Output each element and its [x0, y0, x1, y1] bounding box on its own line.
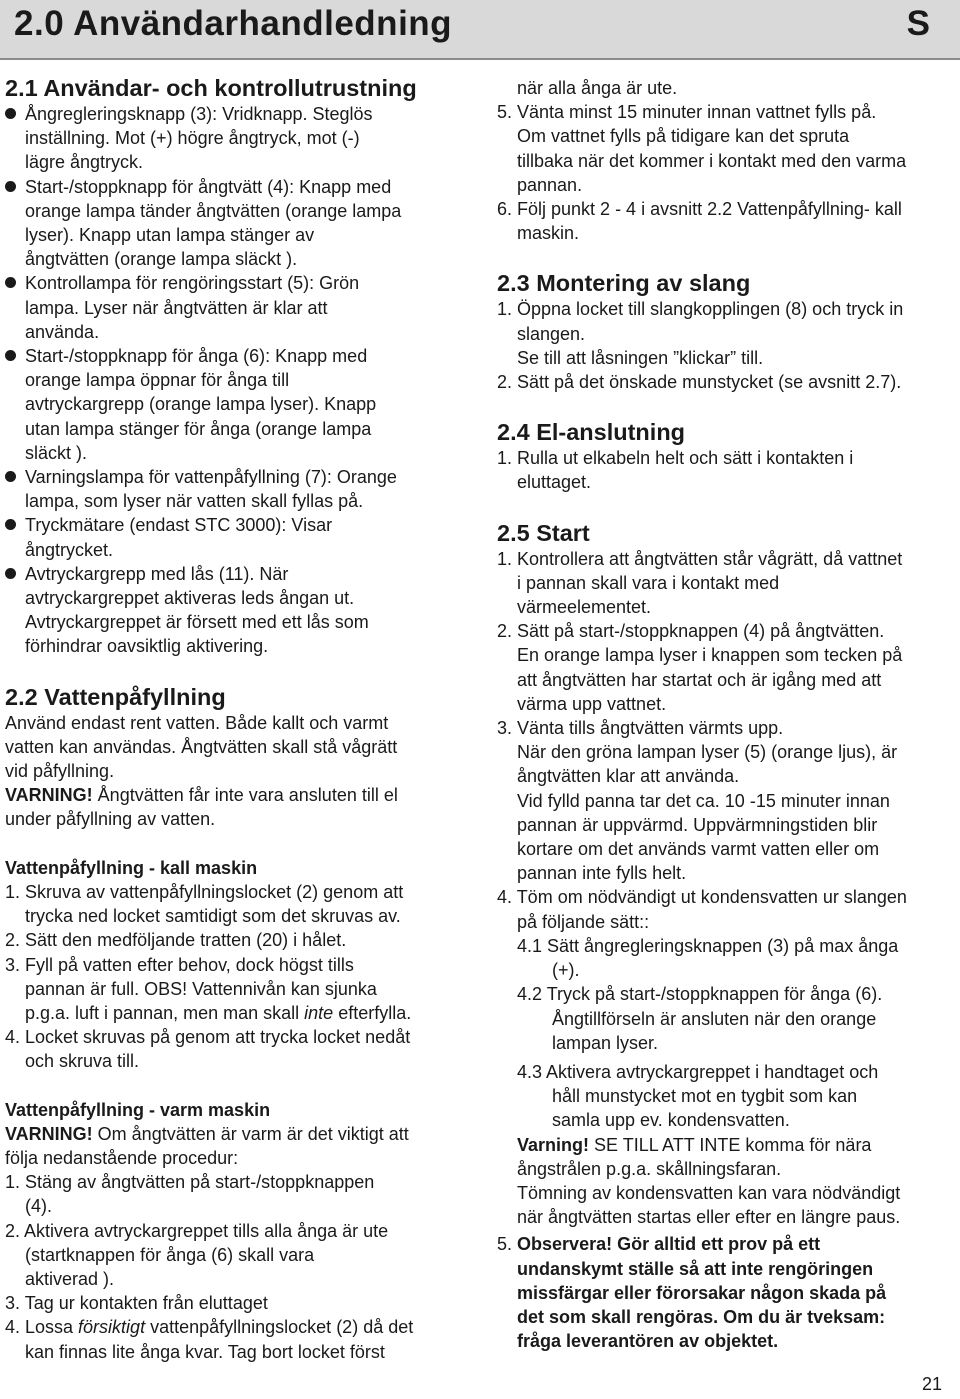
- text-line: lampa. Lyser när ångtvätten är klar att: [25, 297, 328, 318]
- text-line: 4. Lossa försiktigt vattenpåfyllningslocket (2) då det: [5, 1317, 414, 1338]
- text-line: förhindrar oavsiktlig aktivering.: [25, 636, 269, 657]
- text-line: följa nedanstående procedur:: [5, 1147, 239, 1168]
- warning-label: VARNING!: [5, 785, 93, 806]
- bullet-icon: [5, 108, 16, 119]
- text-line: kan finnas lite ånga kvar. Tag bort locket först: [25, 1341, 385, 1362]
- list-item: Ångregleringsknapp (3): Vridknapp. Steglös: [5, 102, 475, 126]
- text-line: 6. Följ punkt 2 - 4 i avsnitt 2.2 Vattenpåfyllning- kall: [497, 199, 902, 220]
- emphasis: försiktigt: [78, 1317, 146, 1338]
- list-item: Start-/stoppknapp för ångtvätt (4): Knapp med: [5, 175, 475, 199]
- text-line: kortare om det används varmt vatten eller om: [517, 839, 880, 860]
- text-line: avtryckargreppet aktiveras leds ångan ut.: [25, 588, 355, 609]
- list-item: Varningslampa för vattenpåfyllning (7): Orange: [5, 465, 475, 489]
- text-line: 5. Vänta minst 15 minuter innan vattnet fylls på.: [497, 102, 877, 123]
- text-line: och skruva till.: [25, 1051, 140, 1072]
- text-line: ångtvätten klar att använda.: [517, 766, 740, 787]
- text-line: när alla ånga är ute.: [517, 78, 678, 98]
- text-line: i pannan skall vara i kontakt med: [517, 572, 780, 593]
- text-line: (+).: [552, 960, 580, 981]
- text-line: Använd endast rent vatten. Både kallt och varmt: [5, 712, 389, 733]
- text-line: inställning. Mot (+) högre ångtryck, mot (-): [25, 128, 360, 149]
- text-line: (startknappen för ånga (6) skall vara: [25, 1244, 315, 1265]
- text-line: pannan är uppvärmd. Uppvärmningstiden blir: [517, 814, 878, 835]
- left-column: [5, 70, 475, 1364]
- text-line: under påfyllning av vatten.: [5, 809, 216, 830]
- text-line: samla upp ev. kondensvatten.: [552, 1110, 790, 1131]
- text-line: 4.2 Tryck på start-/stoppknappen för ånga (6).: [517, 984, 883, 1005]
- bullet-icon: [5, 519, 16, 530]
- language-code: S: [906, 4, 930, 43]
- section-heading-2-2: 2.2 Vattenpåfyllning: [5, 683, 226, 710]
- text-line: värmeelementet.: [517, 597, 652, 618]
- text-line: pannan.: [517, 174, 583, 195]
- text-line: tillbaka när det kommer i kontakt med den varma: [517, 150, 907, 171]
- text-line: 4.1 Sätt ångregleringsknappen (3) på max ånga: [517, 935, 899, 956]
- text-line: lampa, som lyser när vatten skall fyllas på.: [25, 491, 364, 512]
- text-line: Se till att låsningen ”klickar” till.: [517, 347, 764, 368]
- text-line: Om vattnet fylls på tidigare kan det spruta: [517, 126, 850, 147]
- text-line: slangen.: [517, 323, 586, 344]
- emphasis: inte: [304, 1002, 334, 1023]
- text-line: (4).: [25, 1196, 52, 1217]
- text-line: 4. Locket skruvas på genom att trycka locket nedåt: [5, 1027, 411, 1048]
- list-item: Avtryckargrepp med lås (11). När: [5, 562, 475, 586]
- text-line: använda.: [25, 321, 100, 342]
- text-line: orange lampa tänder ångtvätten (orange lampa: [25, 200, 402, 221]
- notice-text: undanskymt ställe så att inte rengöringen: [517, 1258, 874, 1279]
- text-line: 1. Stäng av ångtvätten på start-/stoppknappen: [5, 1172, 375, 1193]
- text-line: pannan inte fylls helt.: [517, 863, 687, 884]
- text-line: maskin.: [517, 223, 580, 244]
- list-item: Start-/stoppknapp för ånga (6): Knapp med: [5, 344, 475, 368]
- text-line: avtryckargrepp (orange lampa lyser). Knapp: [25, 394, 377, 415]
- notice-text: Observera! Gör alltid ett prov på ett: [517, 1234, 821, 1255]
- text-line: ångtrycket.: [25, 539, 114, 560]
- bullet-icon: [5, 568, 16, 579]
- text-line: 2. Sätt den medföljande tratten (20) i hålet.: [5, 930, 347, 951]
- text-line: på följande sätt::: [517, 911, 650, 932]
- bullet-icon: [5, 181, 16, 192]
- bullet-icon: [5, 471, 16, 482]
- section-heading-2-1: 2.1 Användar- och kontrollutrustning: [5, 75, 417, 101]
- subsection-heading-warm: Vattenpåfyllning - varm maskin: [5, 1099, 271, 1120]
- list-item: 5. Observera! Gör alltid ett prov på ett: [497, 1234, 821, 1255]
- warning-line: VARNING! Ångtvätten får inte vara ansluten till el: [5, 785, 398, 806]
- text-line: 2. Aktivera avtryckargreppet tills alla ånga är ute: [5, 1220, 389, 1241]
- text-line: orange lampa öppnar för ånga till: [25, 370, 290, 391]
- text-line: värma upp vattnet.: [517, 693, 667, 714]
- text-line: lampan lyser.: [552, 1032, 659, 1053]
- text-line: ångtvätten (orange lampa släckt ).: [25, 249, 298, 270]
- text-line: 2. Sätt på det önskade munstycket (se avsnitt 2.7).: [497, 372, 902, 393]
- section-heading-2-3: 2.3 Montering av slang: [497, 270, 751, 297]
- warning-line: VARNING! Om ångtvätten är varm är det viktigt att: [5, 1123, 409, 1144]
- text-line: pannan är full. OBS! Vattennivån kan sjunka: [25, 978, 377, 999]
- bullet-icon: [5, 277, 16, 288]
- text-line: ångstrålen p.g.a. skållningsfaran.: [517, 1158, 782, 1179]
- text-line: när ångtvätten startas eller efter en längre paus.: [517, 1207, 901, 1228]
- text-line: Ångtillförseln är ansluten när den orange: [552, 1008, 877, 1029]
- warning-label: Varning!: [517, 1134, 590, 1155]
- text-line: att ångtvätten har startat och är igång med att: [517, 669, 882, 690]
- text-line: lyser). Knapp utan lampa stänger av: [25, 225, 315, 246]
- text-line: Avtryckargreppet är försett med ett lås som: [25, 612, 369, 633]
- text-line: 2. Sätt på start-/stoppknappen (4) på ångtvätten.: [497, 621, 885, 642]
- text-line: När den gröna lampan lyser (5) (orange ljus), är: [517, 742, 898, 763]
- section-heading-2-5: 2.5 Start: [497, 519, 590, 546]
- text-line: 1. Rulla ut elkabeln helt och sätt i kontakten i: [497, 448, 854, 469]
- text-line: lägre ångtryck.: [25, 152, 144, 173]
- text-line: eluttaget.: [517, 472, 592, 493]
- text-line: utan lampa stänger för ånga (orange lampa: [25, 418, 372, 439]
- right-column: [497, 76, 957, 1353]
- text-line: 1. Skruva av vattenpåfyllningslocket (2) genom att: [5, 881, 404, 902]
- text-line: 3. Tag ur kontakten från eluttaget: [5, 1293, 268, 1314]
- text-line: 4.3 Aktivera avtryckargreppet i handtaget och: [517, 1061, 879, 1082]
- page-header: [0, 0, 960, 60]
- list-item: Tryckmätare (endast STC 3000): Visar: [5, 513, 475, 537]
- notice-text: fråga leverantören av objektet.: [517, 1331, 779, 1352]
- list-item: Kontrollampa för rengöringsstart (5): Grön: [5, 271, 475, 295]
- warning-line: Varning! SE TILL ATT INTE komma för nära: [517, 1134, 872, 1155]
- notice-text: missfärgar eller förorsakar någon skada på: [517, 1282, 887, 1303]
- text-line: trycka ned locket samtidigt som det skruvas av.: [25, 906, 401, 927]
- chapter-title: 2.0 Användarhandledning: [14, 4, 453, 43]
- text-line: 1. Öppna locket till slangkopplingen (8) och tryck in: [497, 299, 904, 320]
- page-number: 21: [921, 1374, 942, 1394]
- text-line: Vid fylld panna tar det ca. 10 -15 minuter innan: [517, 790, 890, 811]
- text-line: vid påfyllning.: [5, 761, 115, 782]
- text-line: En orange lampa lyser i knappen som tecken på: [517, 645, 903, 666]
- text-line: 3. Fyll på vatten efter behov, dock högst tills: [5, 954, 354, 975]
- notice-text: det som skall rengöras. Om du är tveksam:: [517, 1306, 886, 1327]
- text-line: p.g.a. luft i pannan, men man skall inte efterfylla.: [25, 1002, 412, 1023]
- text-line: 4. Töm om nödvändigt ut kondensvatten ur slangen: [497, 887, 907, 908]
- text-line: Tömning av kondensvatten kan vara nödvändigt: [517, 1182, 901, 1203]
- text-line: 3. Vänta tills ångtvätten värmts upp.: [497, 718, 784, 739]
- bullet-icon: [5, 350, 16, 361]
- text-line: släckt ).: [25, 442, 88, 463]
- warning-label: VARNING!: [5, 1123, 93, 1144]
- section-heading-2-4: 2.4 El-anslutning: [497, 419, 686, 446]
- text-line: håll munstycket mot en tygbit som kan: [552, 1086, 858, 1107]
- subsection-heading-cold: Vattenpåfyllning - kall maskin: [5, 857, 258, 878]
- text-line: aktiverad ).: [25, 1268, 115, 1289]
- text-line: vatten kan användas. Ångtvätten skall stå vågrätt: [5, 736, 398, 757]
- text-line: 1. Kontrollera att ångtvätten står vågrätt, då vattnet: [497, 548, 903, 569]
